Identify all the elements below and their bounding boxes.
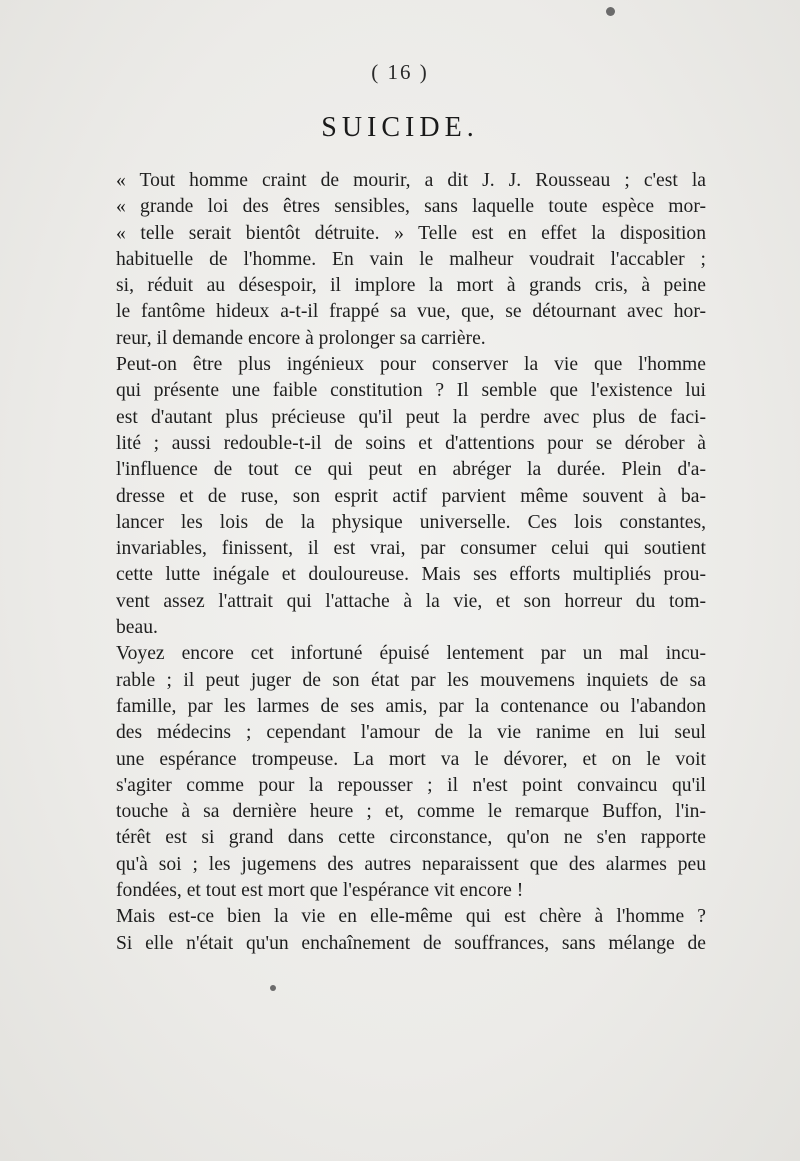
text-line: s'agiter comme pour la repousser ; il n'est point convaincu qu'il [116,774,706,796]
text-line: qui présente une faible constitution ? Il semble que l'existence lui [116,380,706,402]
text-line: Peut-on être plus ingénieux pour conserver la vie que l'homme [116,354,706,376]
text-line: « Tout homme craint de mourir, a dit J. J. Rousseau ; c'est la [116,170,706,191]
text-line: lancer les lois de la physique universelle. Ces lois constantes, [116,511,706,533]
ink-speck [606,7,615,16]
text-line: des médecins ; cependant l'amour de la vie ranime en lui seul [116,722,706,744]
text-line: le fantôme hideux a-t-il frappé sa vue, que, se détournant avec hor- [116,301,706,323]
text-line: touche à sa dernière heure ; et, comme le remarque Buffon, l'in- [116,801,706,823]
ink-speck [270,985,276,991]
text-line: cette lutte inégale et douloureuse. Mais ses efforts multipliés prou- [116,564,706,586]
text-line: fondées, et tout est mort que l'espérance vit encore ! [116,880,524,902]
text-line: invariables, finissent, il est vrai, par consumer celui qui soutient [116,538,706,560]
text-line: Voyez encore cet infortuné épuisé lentement par un mal incu- [116,643,706,665]
text-line: une espérance trompeuse. La mort va le dévorer, et on le voit [116,748,706,770]
body-text [116,168,706,957]
text-line: habituelle de l'homme. En vain le malheur voudrait l'accabler ; [116,248,706,270]
text-line: est d'autant plus précieuse qu'il peut la perdre avec plus de faci- [116,406,706,428]
text-line: Si elle n'était qu'un enchaînement de souffrances, sans mélange de [116,932,706,954]
text-line: qu'à soi ; les jugemens des autres neparaissent que des alarmes peu [116,853,706,875]
text-line: dresse et de ruse, son esprit actif parvient même souvent à ba- [116,485,706,507]
text-line: reur, il demande encore à prolonger sa carrière. [116,327,486,349]
text-line: lité ; aussi redouble-t-il de soins et d'attentions pour se dérober à [116,432,706,454]
text-line: si, réduit au désespoir, il implore la mort à grands cris, à peine [116,275,706,297]
text-line: Mais est-ce bien la vie en elle-même qui est chère à l'homme ? [116,906,706,928]
text-line: térêt est si grand dans cette circonstance, qu'on ne s'en rapporte [116,827,706,849]
text-line: beau. [116,617,158,639]
text-line: vent assez l'attrait qui l'attache à la vie, et son horreur du tom- [116,590,706,612]
text-line: « telle serait bientôt détruite. » Telle est en effet la disposition [116,222,706,244]
text-line: l'influence de tout ce qui peut en abréger la durée. Plein d'a- [116,459,706,481]
text-line: rable ; il peut juger de son état par les mouvemens inquiets de sa [116,669,706,691]
text-line: famille, par les larmes de ses amis, par la contenance ou l'abandon [116,695,706,717]
text-line: « grande loi des êtres sensibles, sans laquelle toute espèce mor- [116,196,706,218]
page-title: SUICIDE. [321,112,479,143]
page-number: ( 16 ) [371,60,429,84]
